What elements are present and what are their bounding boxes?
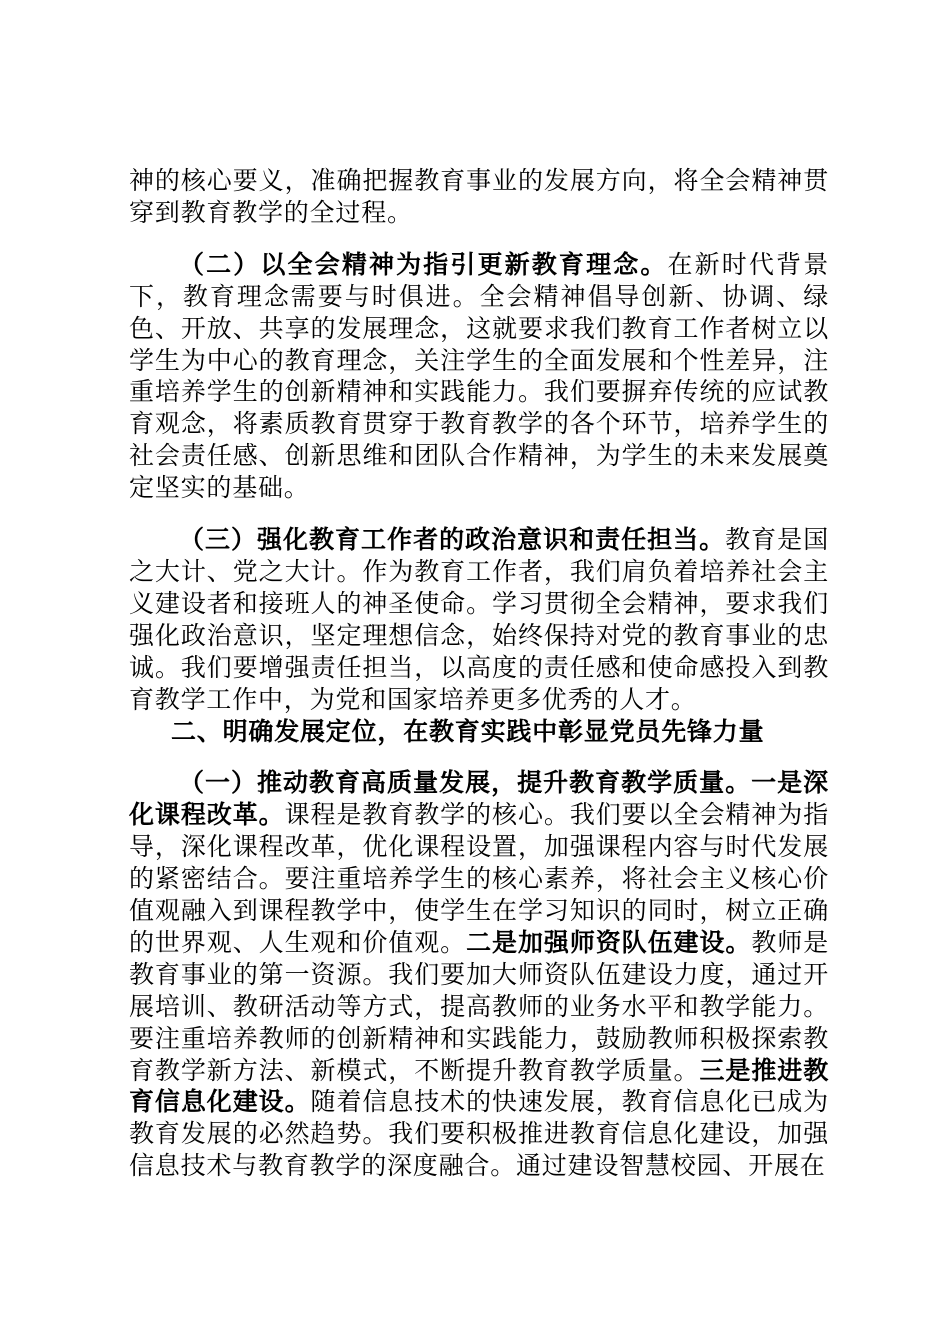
paragraph-text: 在新时代背景下，教育理念需要与时俱进。全会精神倡导创新、协调、绿色、开放、共享的发展理念，这就要求我们教育工作者树立以学生为中心的教育理念，关注学生的全面发展和个性差异，注重培养学生的创新精神和实践能力。我们要摒弃传统的应试教育观念，将素质教育贯穿于教育教学的各个环节，培养学生的社会责任感、创新思维和团队合作精神，为学生的未来发展奠定坚实的基础。 bbox=[129, 249, 829, 503]
paragraph-text: 随着信息技术的快速发展，教育信息化已成为教育发展的必然趋势。我们要积极推进教育信息化建设，加强信息技术与教育教学的深度融合。通过建设智慧校园、开展在 bbox=[129, 1087, 829, 1181]
paragraph-text: 教育是国之大计、党之大计。作为教育工作者，我们肩负着培养社会主义建设者和接班人的神圣使命。学习贯彻全会精神，要求我们强化政治意识，坚定理想信念，始终保持对党的教育事业的忠诚。我们要增强责任担当，以高度的责任感和使命感投入到教育教学工作中，为党和国家培养更多优秀的人才。 bbox=[129, 525, 829, 714]
paragraph-text: 神的核心要义，准确把握教育事业的发展方向，将全会精神贯穿到教育教学的全过程。 bbox=[129, 166, 829, 227]
paragraph-section-1-3 bbox=[129, 524, 829, 715]
paragraph-section-2-1 bbox=[129, 767, 829, 1182]
paragraph-lead: （一）推动教育高质量发展，提升教育教学质量。一是深化课程改革。 bbox=[129, 768, 829, 830]
paragraph-bold-point-2: 二是加强师资队伍建设。 bbox=[466, 927, 752, 957]
paragraph-lead: （二）以全会精神为指引更新教育理念。 bbox=[179, 249, 668, 279]
paragraph-section-1-2 bbox=[129, 249, 829, 504]
paragraph-lead: （三）强化教育工作者的政治意识和责任担当。 bbox=[179, 525, 726, 555]
paragraph-bold-point-3: 三是推进教育信息化建设。 bbox=[129, 1055, 829, 1117]
paragraph-continuation bbox=[129, 165, 829, 229]
paragraph-text: 教师是教育事业的第一资源。我们要加大师资队伍建设力度，通过开展培训、教研活动等方式，提高教师的业务水平和教学能力。要注重培养教师的创新精神和实践能力，鼓励教师积极探索教育教学新方法、新模式，不断提升教育教学质量。 bbox=[129, 927, 829, 1085]
paragraph-text: 课程是教育教学的核心。我们要以全会精神为指导，深化课程改革，优化课程设置，加强课程内容与时代发展的紧密结合。要注重培养学生的核心素养，将社会主义核心价值观融入到课程教学中，使学生在学习知识的同时，树立正确的世界观、人生观和价值观。 bbox=[129, 800, 829, 957]
section-heading-2: 二、明确发展定位，在教育实践中彰显党员先锋力量 bbox=[171, 716, 765, 746]
document-page bbox=[129, 165, 829, 1182]
